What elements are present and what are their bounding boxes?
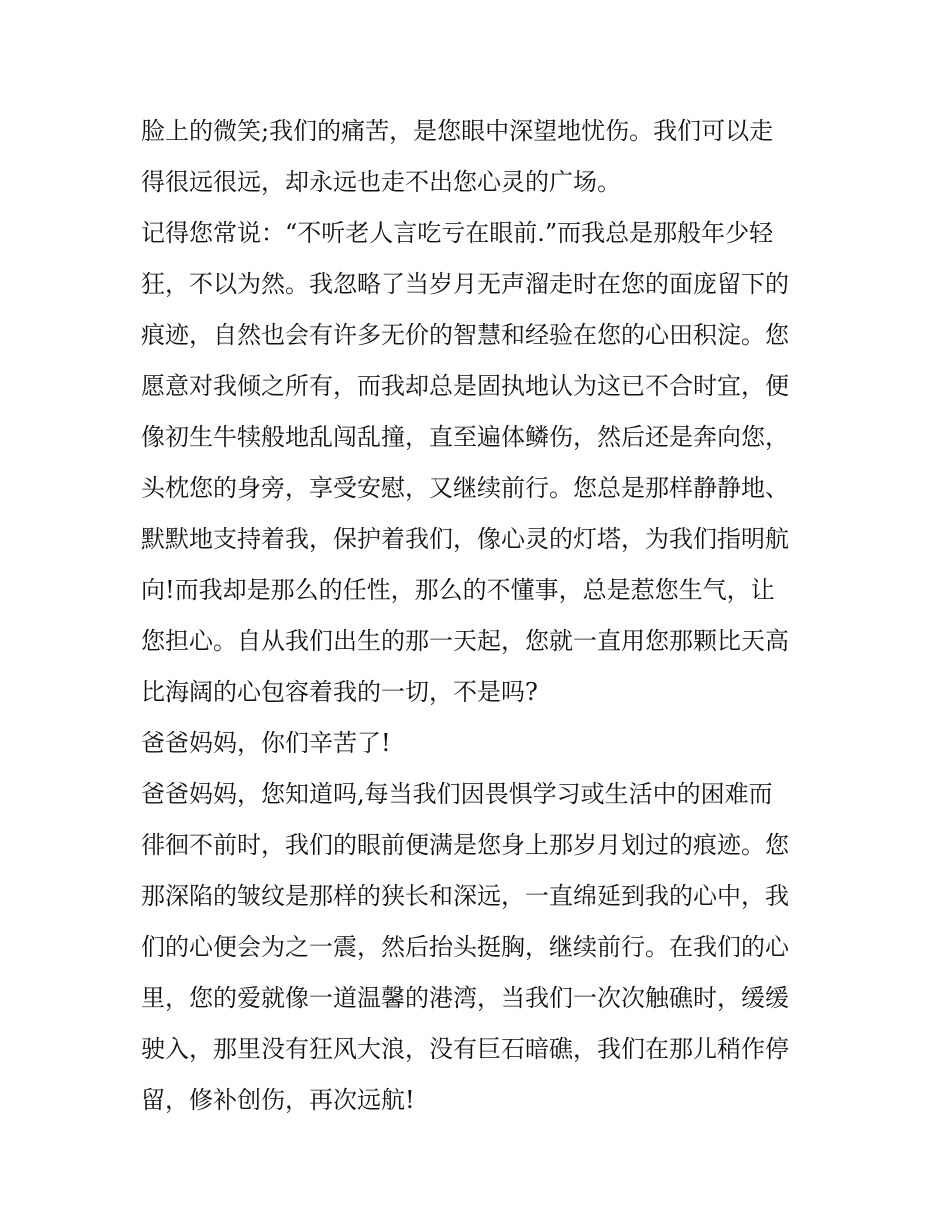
text-line: 徘徊不前时，我们的眼前便满是您身上那岁月划过的痕迹。您 <box>141 831 789 859</box>
text-line: 驶入，那里没有狂风大浪，没有巨石暗礁，我们在那儿稍作停 <box>141 1035 789 1063</box>
text-line: 得很远很远，却永远也走不出您心灵的广场。 <box>141 168 621 196</box>
text-line: 您担心。自从我们出生的那一天起，您就一直用您那颗比天高 <box>141 627 789 655</box>
text-line: 爸爸妈妈，你们辛苦了! <box>141 729 391 757</box>
text-line: 比海阔的心包容着我的一切，不是吗? <box>141 678 538 706</box>
text-line: 向!而我却是那么的任性，那么的不懂事，总是惹您生气，让 <box>141 576 775 604</box>
text-line: 默默地支持着我，保护着我们，像心灵的灯塔，为我们指明航 <box>141 525 789 553</box>
text-line: 爸爸妈妈，您知道吗,每当我们因畏惧学习或生活中的困难而 <box>141 780 773 808</box>
text-line: 那深陷的皱纹是那样的狭长和深远，一直绵延到我的心中，我 <box>141 882 789 910</box>
text-line: 痕迹，自然也会有许多无价的智慧和经验在您的心田积淀。您 <box>141 321 789 349</box>
text-line: 狂，不以为然。我忽略了当岁月无声溜走时在您的面庞留下的 <box>141 270 789 298</box>
text-line: 愿意对我倾之所有，而我却总是固执地认为这已不合时宜，便 <box>141 372 789 400</box>
text-line: 里，您的爱就像一道温馨的港湾，当我们一次次触礁时，缓缓 <box>141 984 789 1012</box>
text-line: 脸上的微笑;我们的痛苦，是您眼中深望地忧伤。我们可以走 <box>141 117 774 145</box>
text-line: 们的心便会为之一震，然后抬头挺胸，继续前行。在我们的心 <box>141 933 789 961</box>
text-line: 记得您常说：“不听老人言吃亏在眼前.”而我总是那般年少轻 <box>141 219 774 247</box>
text-line: 头枕您的身旁，享受安慰，又继续前行。您总是那样静静地、 <box>141 474 789 502</box>
text-line: 留，修补创伤，再次远航! <box>141 1086 415 1114</box>
body-text <box>141 106 821 1126</box>
text-line: 像初生牛犊般地乱闯乱撞，直至遍体鳞伤，然后还是奔向您， <box>141 423 789 451</box>
